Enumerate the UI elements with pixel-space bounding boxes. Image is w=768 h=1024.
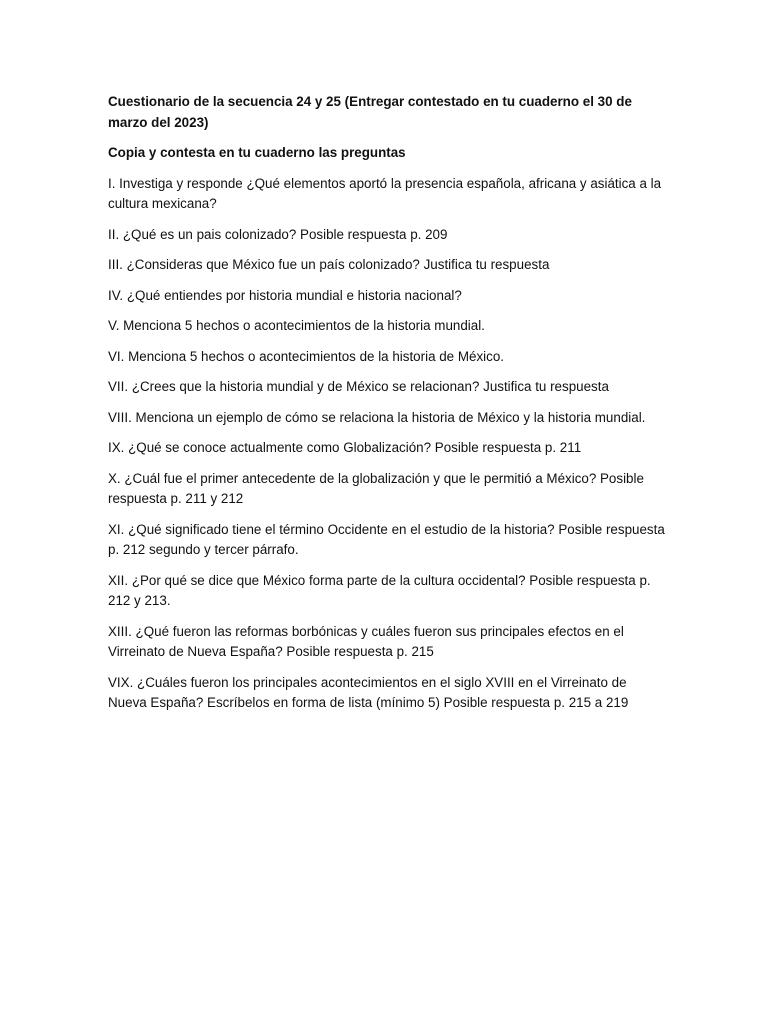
- question-14: VIX. ¿Cuáles fueron los principales acontecimientos en el siglo XVIII en el Virreinato de Nueva España? Escríbelos en forma de lista (mínimo 5) Posible respuesta p. 215 a 219: [108, 674, 629, 710]
- question-11: XI. ¿Qué significado tiene el término Occidente en el estudio de la historia? Posible respuesta p. 212 segundo y tercer párrafo.: [108, 521, 665, 557]
- question-7: VII. ¿Crees que la historia mundial y de México se relacionan? Justifica tu respuesta: [108, 379, 609, 394]
- question-2: II. ¿Qué es un pais colonizado? Posible respuesta p. 209: [108, 226, 448, 242]
- question-6: VI. Menciona 5 hechos o acontecimientos de la historia de México.: [108, 348, 504, 364]
- question-13: XIII. ¿Qué fueron las reformas borbónicas y cuáles fueron sus principales efectos en el Virreinato de Nueva España? Posible respuesta p. 215: [108, 623, 624, 659]
- document-body: [108, 92, 668, 724]
- question-3: III. ¿Consideras que México fue un país colonizado? Justifica tu respuesta: [108, 257, 550, 272]
- question-8: VIII. Menciona un ejemplo de cómo se relaciona la historia de México y la historia mundial.: [108, 409, 646, 425]
- question-5: V. Menciona 5 hechos o acontecimientos de la historia mundial.: [108, 318, 485, 333]
- question-4: IV. ¿Qué entiendes por historia mundial e historia nacional?: [108, 287, 462, 303]
- question-9: IX. ¿Qué se conoce actualmente como Globalización? Posible respuesta p. 211: [108, 440, 582, 455]
- question-12: XII. ¿Por qué se dice que México forma parte de la cultura occidental? Posible respuesta p. 212 y 213.: [108, 572, 651, 608]
- question-1: I. Investiga y responde ¿Qué elementos aportó la presencia española, africana y asiática a la cultura mexicana?: [108, 175, 662, 211]
- document-title: Cuestionario de la secuencia 24 y 25 (Entregar contestado en tu cuaderno el 30 de marzo del 2023): [108, 94, 632, 130]
- question-10: X. ¿Cuál fue el primer antecedente de la globalización y que le permitió a México? Posible respuesta p. 211 y 212: [108, 470, 644, 506]
- document-subtitle: Copia y contesta en tu cuaderno las preguntas: [108, 145, 406, 160]
